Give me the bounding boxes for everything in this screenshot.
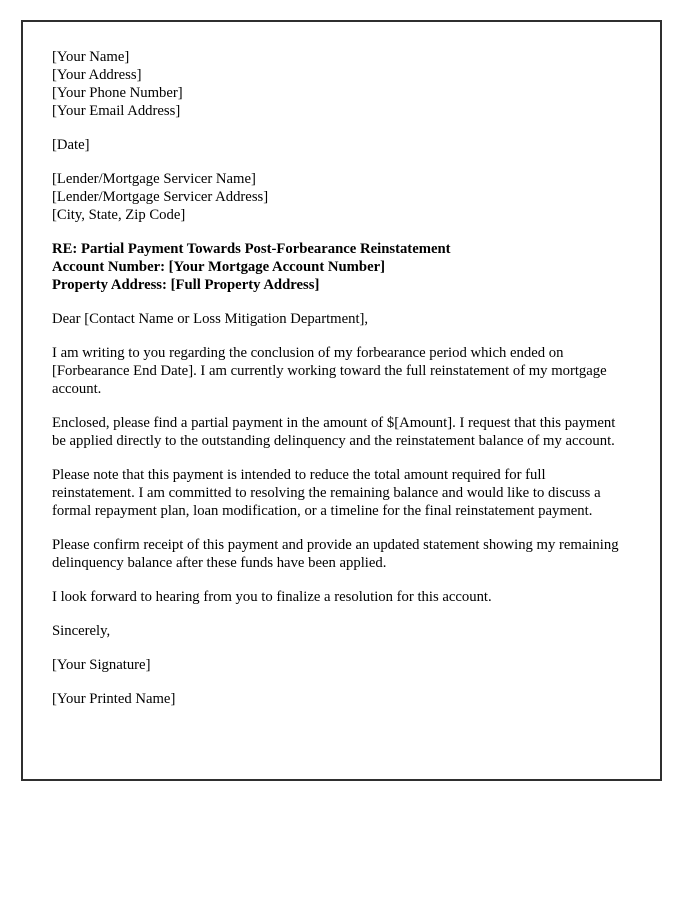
subject-account-number-line: Account Number: [Your Mortgage Account Number] bbox=[52, 259, 385, 275]
salutation: Dear [Contact Name or Loss Mitigation Department], bbox=[52, 311, 369, 327]
recipient-address-line: [Lender/Mortgage Servicer Address] bbox=[52, 189, 269, 205]
sender-email-line: [Your Email Address] bbox=[52, 103, 181, 119]
date-line: [Date] bbox=[52, 137, 90, 153]
recipient-name-line: [Lender/Mortgage Servicer Name] bbox=[52, 171, 256, 187]
recipient-city-state-zip-line: [City, State, Zip Code] bbox=[52, 207, 186, 223]
date-block bbox=[52, 136, 630, 154]
body-paragraph-3: Please note that this payment is intended to reduce the total amount required for full reinstatement. I am committed to resolving the remaining balance and would like to discuss a formal repayment plan, loan modification, or a timeline for the final reinstatement payment. bbox=[52, 467, 601, 519]
body-paragraph-5: I look forward to hearing from you to finalize a resolution for this account. bbox=[52, 589, 492, 605]
letter-document bbox=[21, 20, 662, 781]
sender-address-line: [Your Address] bbox=[52, 67, 142, 83]
closing: Sincerely, bbox=[52, 623, 111, 639]
printed-name-line: [Your Printed Name] bbox=[52, 691, 176, 707]
recipient-block bbox=[52, 170, 630, 224]
subject-block bbox=[52, 240, 630, 294]
body-paragraph-4: Please confirm receipt of this payment and provide an updated statement showing my remaining delinquency balance after these funds have been applied. bbox=[52, 537, 619, 571]
sender-phone-line: [Your Phone Number] bbox=[52, 85, 183, 101]
sender-name-line: [Your Name] bbox=[52, 49, 130, 65]
subject-re-line: RE: Partial Payment Towards Post-Forbearance Reinstatement bbox=[52, 241, 451, 257]
body-paragraph-2: Enclosed, please find a partial payment in the amount of $[Amount]. I request that this payment be applied directly to the outstanding delinquency and the reinstatement balance of my account. bbox=[52, 415, 616, 449]
signature-line: [Your Signature] bbox=[52, 657, 151, 673]
body-paragraph-1: I am writing to you regarding the conclusion of my forbearance period which ended on [Forbearance End Date]. I am currently working toward the full reinstatement of my mortgage account. bbox=[52, 345, 607, 397]
subject-property-address-line: Property Address: [Full Property Address] bbox=[52, 277, 320, 293]
sender-block bbox=[52, 48, 630, 120]
